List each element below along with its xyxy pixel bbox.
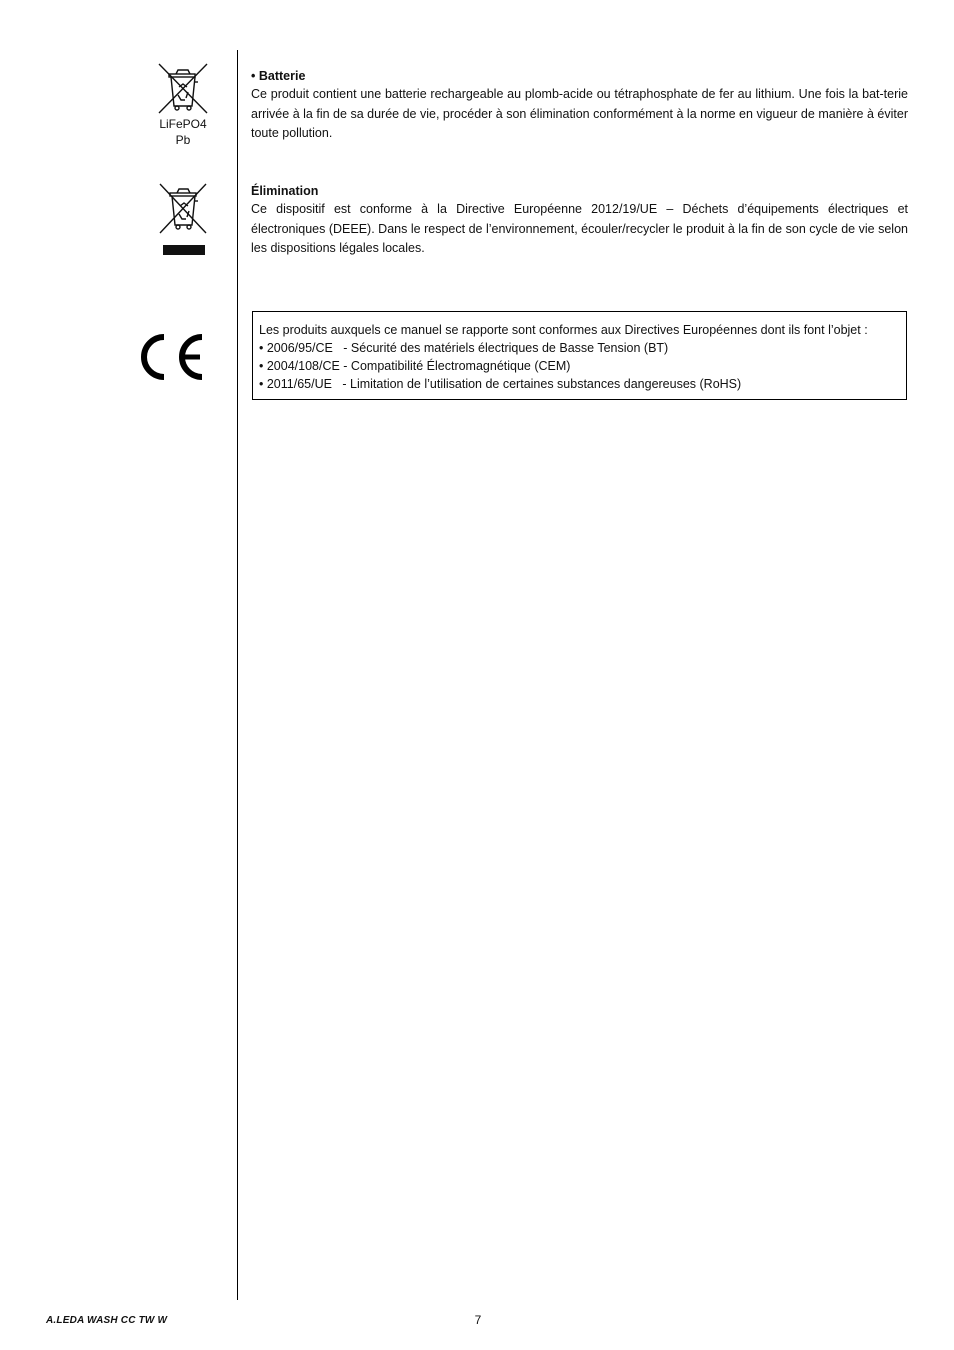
disposal-section bbox=[251, 183, 908, 259]
battery-chem-label-lifepo4: LiFePO4 bbox=[159, 117, 207, 131]
crossed-bin-icon bbox=[156, 62, 210, 116]
disposal-heading: Élimination bbox=[251, 184, 319, 198]
battery-paragraph: Ce produit contient une batterie rechargeable au plomb-acide ou tétraphosphate de fer au lithium. Une fois la bat-terie arrivée à la fin de sa durée de vie, procéder à son élimination conformément à la norme en vigueur de manière à éviter toute pollution. bbox=[251, 87, 908, 140]
directive-item: • 2011/65/UE - Limitation de l’utilisation de certaines substances dangereuses (RoHS) bbox=[259, 377, 742, 391]
conformity-intro: Les produits auxquels ce manuel se rapporte sont conformes aux Directives Européennes dont ils font l’objet : bbox=[259, 323, 868, 337]
directive-item: • 2004/108/CE - Compatibilité Électromagnétique (CEM) bbox=[259, 359, 571, 373]
battery-chem-label-pb: Pb bbox=[175, 133, 191, 147]
battery-section bbox=[251, 68, 908, 144]
crossed-bin-with-bar-icon bbox=[158, 183, 208, 235]
weee-solid-bar bbox=[163, 245, 205, 255]
conformity-notice-box bbox=[252, 311, 907, 400]
page-number: 7 bbox=[474, 1313, 482, 1327]
directive-item: • 2006/95/CE - Sécurité des matériels électriques de Basse Tension (BT) bbox=[259, 341, 669, 355]
footer-model-name: A.LEDA WASH CC TW W bbox=[46, 1315, 168, 1326]
battery-heading: • Batterie bbox=[251, 69, 306, 83]
ce-mark-icon bbox=[134, 331, 204, 383]
disposal-paragraph: Ce dispositif est conforme à la Directive Européenne 2012/19/UE – Déchets d’équipements électriques et électroniques (DEEE). Dans le respect de l’environnement, écouler/recycler le produit à la fin de son cycle de vie selon les dispositions légales locales. bbox=[251, 202, 908, 255]
margin-divider-line bbox=[237, 50, 238, 1300]
